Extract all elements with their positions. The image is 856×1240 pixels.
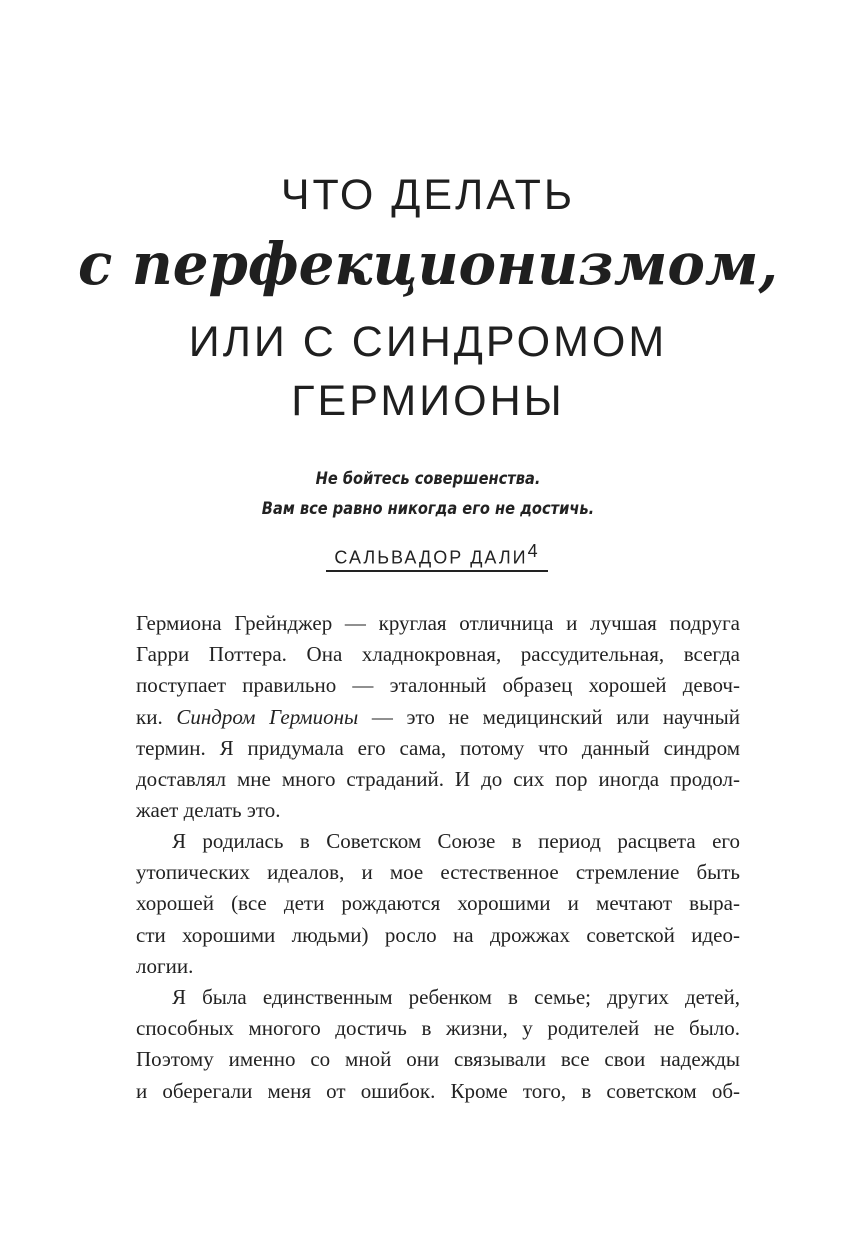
italic-term: Синдром Гермионы	[176, 704, 359, 729]
text-line: хорошей (все дети рождаются хорошими и мечтают выра-	[136, 891, 740, 916]
epigraph-line-2: Вам все равно никогда его не достичь.	[261, 499, 595, 519]
epigraph-line-1: Не бойтесь совершенства.	[315, 469, 541, 489]
text-line: Поэтому именно со мной они связывали все свои надежды	[136, 1047, 740, 1072]
text-line: доставлял мне много страданий. И до сих пор иногда продол-	[136, 766, 740, 791]
paragraph-2	[136, 826, 740, 982]
chapter-title-line-3: ИЛИ С СИНДРОМОМ	[188, 318, 668, 366]
text-fragment: ки.	[136, 704, 177, 729]
text-line: логии.	[136, 953, 194, 978]
paragraph-3	[136, 982, 740, 1107]
chapter-title-line-4: ГЕРМИОНЫ	[291, 377, 565, 425]
text-line: Гермиона Грейнджер — круглая отличница и лучшая подруга	[136, 611, 740, 635]
text-line: жает делать это.	[136, 798, 281, 823]
text-line: способных многого достичь в жизни, у родителей не было.	[136, 1016, 740, 1041]
footnote-marker: 4	[527, 541, 540, 561]
text-line: Я родилась в Советском Союзе в период расцвета его	[172, 829, 740, 853]
text-line-mixed	[136, 702, 740, 733]
text-line: утопических идеалов, и мое естественное стремление быть	[136, 860, 740, 885]
paragraph-1	[136, 608, 740, 826]
chapter-title-script-line: с перфекционизмом,	[77, 230, 779, 298]
epigraph-attribution	[326, 536, 548, 572]
text-line: термин. Я придумала его сама, потому что данный синдром	[136, 735, 740, 760]
text-fragment: — это не медицинский или научный	[358, 704, 740, 729]
text-line: сти хорошими людьми) росло на дрожжах советской идео-	[136, 922, 740, 947]
text-line: поступает правильно — эталонный образец хорошей девоч-	[136, 673, 740, 698]
text-line: Я была единственным ребенком в семье; других детей,	[172, 985, 740, 1009]
chapter-title-line-1: ЧТО ДЕЛАТЬ	[280, 171, 576, 219]
text-line: и оберегали меня от ошибок. Кроме того, в советском об-	[136, 1078, 740, 1103]
text-line: Гарри Поттера. Она хладнокровная, рассудительная, всегда	[136, 642, 740, 667]
epigraph-author: САЛЬВАДОР ДАЛИ	[334, 547, 528, 568]
